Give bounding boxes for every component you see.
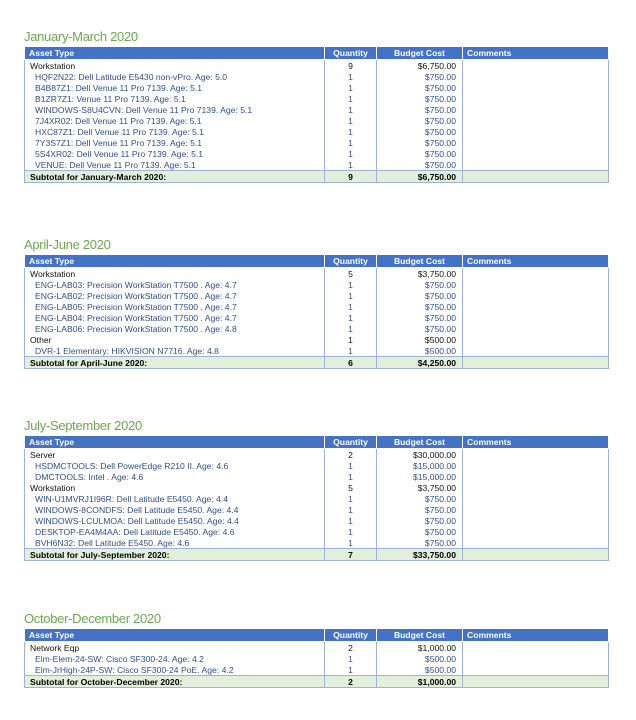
cell-budget-cost: $33,750.00 bbox=[377, 549, 463, 561]
header-quantity: Quantity bbox=[325, 47, 377, 60]
cell-quantity: 2 bbox=[325, 449, 377, 461]
cell-quantity: 1 bbox=[325, 159, 377, 171]
header-asset-type: Asset Type bbox=[25, 47, 325, 60]
cell-asset-type: HXC87Z1: Dell Venue 11 Pro 7139. Age: 5.1 bbox=[25, 126, 325, 137]
cell-budget-cost: $4,250.00 bbox=[377, 357, 463, 369]
cell-comments bbox=[463, 334, 609, 345]
cell-quantity: 6 bbox=[325, 357, 377, 369]
table-row bbox=[25, 504, 609, 515]
cell-comments bbox=[463, 323, 609, 334]
cell-budget-cost: $750.00 bbox=[377, 279, 463, 290]
table-row bbox=[25, 82, 609, 93]
cell-budget-cost: $500.00 bbox=[377, 664, 463, 676]
cell-budget-cost: $750.00 bbox=[377, 323, 463, 334]
cell-quantity: 5 bbox=[325, 482, 377, 493]
table-row bbox=[25, 93, 609, 104]
cell-quantity: 1 bbox=[325, 104, 377, 115]
section-jul-sep bbox=[24, 417, 608, 561]
category-row bbox=[25, 482, 609, 493]
cell-asset-type: Subtotal for October-December 2020: bbox=[25, 676, 325, 688]
header-quantity: Quantity bbox=[325, 629, 377, 642]
cell-budget-cost: $500.00 bbox=[377, 345, 463, 357]
header-quantity: Quantity bbox=[325, 255, 377, 268]
subtotal-row bbox=[25, 171, 609, 183]
cell-comments bbox=[463, 676, 609, 688]
table-row bbox=[25, 137, 609, 148]
cell-quantity: 1 bbox=[325, 334, 377, 345]
cell-comments bbox=[463, 460, 609, 471]
cell-asset-type: Elm-JrHigh-24P-SW: Cisco SF300-24 PoE. Age: 4.2 bbox=[25, 664, 325, 676]
cell-comments bbox=[463, 60, 609, 72]
asset-table bbox=[24, 435, 609, 561]
cell-quantity: 1 bbox=[325, 126, 377, 137]
cell-quantity: 1 bbox=[325, 148, 377, 159]
table-row bbox=[25, 159, 609, 171]
cell-asset-type: Other bbox=[25, 334, 325, 345]
category-row bbox=[25, 268, 609, 280]
section-title: October-December 2020 bbox=[24, 611, 161, 626]
cell-asset-type: BVH6N32: Dell Latitude E5450. Age: 4.6 bbox=[25, 537, 325, 549]
cell-comments bbox=[463, 148, 609, 159]
cell-budget-cost: $15,000.00 bbox=[377, 471, 463, 482]
cell-comments bbox=[463, 493, 609, 504]
header-comments: Comments bbox=[463, 47, 609, 60]
cell-quantity: 1 bbox=[325, 345, 377, 357]
cell-quantity: 2 bbox=[325, 642, 377, 654]
table-row bbox=[25, 493, 609, 504]
table-row bbox=[25, 653, 609, 664]
cell-asset-type: Subtotal for April-June 2020: bbox=[25, 357, 325, 369]
cell-asset-type: Elm-Elem-24-SW: Cisco SF300-24. Age: 4.2 bbox=[25, 653, 325, 664]
cell-asset-type: DESKTOP-EA4M4AA: Dell Latitude E5450. Age: 4.6 bbox=[25, 526, 325, 537]
cell-quantity: 1 bbox=[325, 471, 377, 482]
header-asset-type: Asset Type bbox=[25, 629, 325, 642]
cell-budget-cost: $750.00 bbox=[377, 537, 463, 549]
cell-quantity: 1 bbox=[325, 526, 377, 537]
cell-quantity: 1 bbox=[325, 515, 377, 526]
cell-budget-cost: $500.00 bbox=[377, 653, 463, 664]
table-row bbox=[25, 515, 609, 526]
header-quantity: Quantity bbox=[325, 436, 377, 449]
subtotal-row bbox=[25, 549, 609, 561]
cell-asset-type: Server bbox=[25, 449, 325, 461]
table-row bbox=[25, 290, 609, 301]
cell-asset-type: ENG-LAB05: Precision WorkStation T7500 . Age: 4.7 bbox=[25, 301, 325, 312]
cell-quantity: 1 bbox=[325, 115, 377, 126]
cell-comments bbox=[463, 104, 609, 115]
cell-comments bbox=[463, 549, 609, 561]
section-title: July-September 2020 bbox=[24, 418, 142, 433]
cell-comments bbox=[463, 515, 609, 526]
cell-budget-cost: $750.00 bbox=[377, 493, 463, 504]
cell-asset-type: Subtotal for January-March 2020: bbox=[25, 171, 325, 183]
cell-comments bbox=[463, 301, 609, 312]
cell-quantity: 7 bbox=[325, 549, 377, 561]
cell-comments bbox=[463, 664, 609, 676]
cell-comments bbox=[463, 345, 609, 357]
cell-comments bbox=[463, 279, 609, 290]
cell-comments bbox=[463, 504, 609, 515]
cell-comments bbox=[463, 171, 609, 183]
asset-table bbox=[24, 46, 609, 183]
cell-quantity: 1 bbox=[325, 312, 377, 323]
cell-asset-type: B4B87Z1: Dell Venue 11 Pro 7139. Age: 5.1 bbox=[25, 82, 325, 93]
cell-asset-type: WIN-U1MVRJ1I96R: Dell Latitude E5450. Age: 4.4 bbox=[25, 493, 325, 504]
table-row bbox=[25, 71, 609, 82]
cell-quantity: 5 bbox=[325, 268, 377, 280]
table-row bbox=[25, 279, 609, 290]
category-row bbox=[25, 449, 609, 461]
cell-budget-cost: $750.00 bbox=[377, 148, 463, 159]
cell-budget-cost: $30,000.00 bbox=[377, 449, 463, 461]
cell-comments bbox=[463, 82, 609, 93]
cell-quantity: 1 bbox=[325, 301, 377, 312]
cell-comments bbox=[463, 526, 609, 537]
cell-budget-cost: $750.00 bbox=[377, 137, 463, 148]
cell-asset-type: Workstation bbox=[25, 268, 325, 280]
cell-quantity: 9 bbox=[325, 60, 377, 72]
table-row bbox=[25, 460, 609, 471]
cell-budget-cost: $750.00 bbox=[377, 82, 463, 93]
cell-comments bbox=[463, 71, 609, 82]
cell-comments bbox=[463, 159, 609, 171]
header-budget-cost: Budget Cost bbox=[377, 436, 463, 449]
cell-comments bbox=[463, 449, 609, 461]
category-row bbox=[25, 60, 609, 72]
cell-budget-cost: $3,750.00 bbox=[377, 482, 463, 493]
cell-comments bbox=[463, 137, 609, 148]
section-title: January-March 2020 bbox=[24, 29, 138, 44]
cell-budget-cost: $750.00 bbox=[377, 515, 463, 526]
cell-asset-type: WINDOWS-S8U4CVN: Dell Venue 11 Pro 7139. Age: 5.1 bbox=[25, 104, 325, 115]
table-row bbox=[25, 115, 609, 126]
cell-quantity: 2 bbox=[325, 676, 377, 688]
cell-comments bbox=[463, 312, 609, 323]
section-apr-jun bbox=[24, 236, 608, 369]
table-row bbox=[25, 526, 609, 537]
cell-comments bbox=[463, 126, 609, 137]
cell-budget-cost: $1,000.00 bbox=[377, 676, 463, 688]
section-jan-mar bbox=[24, 28, 608, 183]
header-budget-cost: Budget Cost bbox=[377, 629, 463, 642]
cell-quantity: 1 bbox=[325, 653, 377, 664]
table-row bbox=[25, 471, 609, 482]
cell-comments bbox=[463, 268, 609, 280]
header-budget-cost: Budget Cost bbox=[377, 255, 463, 268]
header-comments: Comments bbox=[463, 629, 609, 642]
cell-comments bbox=[463, 642, 609, 654]
header-comments: Comments bbox=[463, 436, 609, 449]
cell-quantity: 1 bbox=[325, 664, 377, 676]
cell-asset-type: Network Eqp bbox=[25, 642, 325, 654]
cell-quantity: 1 bbox=[325, 71, 377, 82]
table-row bbox=[25, 104, 609, 115]
cell-quantity: 1 bbox=[325, 537, 377, 549]
cell-budget-cost: $6,750.00 bbox=[377, 60, 463, 72]
cell-asset-type: 7J4XR02: Dell Venue 11 Pro 7139. Age: 5.1 bbox=[25, 115, 325, 126]
table-header-row bbox=[25, 629, 609, 642]
cell-quantity: 1 bbox=[325, 460, 377, 471]
table-header-row bbox=[25, 436, 609, 449]
cell-comments bbox=[463, 115, 609, 126]
table-row bbox=[25, 301, 609, 312]
cell-budget-cost: $750.00 bbox=[377, 71, 463, 82]
cell-quantity: 1 bbox=[325, 82, 377, 93]
asset-table bbox=[24, 254, 609, 369]
cell-quantity: 1 bbox=[325, 504, 377, 515]
cell-comments bbox=[463, 357, 609, 369]
cell-asset-type: DMCTOOLS: Intel . Age: 4.6 bbox=[25, 471, 325, 482]
category-row bbox=[25, 334, 609, 345]
cell-budget-cost: $750.00 bbox=[377, 504, 463, 515]
cell-budget-cost: $6,750.00 bbox=[377, 171, 463, 183]
cell-asset-type: ENG-LAB06: Precision WorkStation T7500 . Age: 4.8 bbox=[25, 323, 325, 334]
table-row bbox=[25, 537, 609, 549]
cell-budget-cost: $750.00 bbox=[377, 301, 463, 312]
cell-asset-type: VENUE: Dell Venue 11 Pro 7139. Age: 5.1 bbox=[25, 159, 325, 171]
cell-budget-cost: $750.00 bbox=[377, 290, 463, 301]
header-asset-type: Asset Type bbox=[25, 255, 325, 268]
table-row bbox=[25, 148, 609, 159]
cell-budget-cost: $750.00 bbox=[377, 159, 463, 171]
cell-quantity: 1 bbox=[325, 493, 377, 504]
cell-budget-cost: $750.00 bbox=[377, 93, 463, 104]
cell-asset-type: ENG-LAB02: Precision WorkStation T7500 . Age: 4.7 bbox=[25, 290, 325, 301]
cell-comments bbox=[463, 471, 609, 482]
cell-comments bbox=[463, 482, 609, 493]
table-row bbox=[25, 345, 609, 357]
section-oct-dec bbox=[24, 610, 608, 688]
cell-comments bbox=[463, 290, 609, 301]
cell-budget-cost: $750.00 bbox=[377, 115, 463, 126]
cell-asset-type: ENG-LAB04: Precision WorkStation T7500 . Age: 4.7 bbox=[25, 312, 325, 323]
cell-budget-cost: $15,000.00 bbox=[377, 460, 463, 471]
cell-quantity: 1 bbox=[325, 290, 377, 301]
asset-table bbox=[24, 628, 609, 688]
subtotal-row bbox=[25, 676, 609, 688]
cell-comments bbox=[463, 537, 609, 549]
cell-asset-type: 5S4XR02: Dell Venue 11 Pro 7139. Age: 5.1 bbox=[25, 148, 325, 159]
category-row bbox=[25, 642, 609, 654]
cell-quantity: 1 bbox=[325, 93, 377, 104]
header-comments: Comments bbox=[463, 255, 609, 268]
cell-asset-type: Workstation bbox=[25, 60, 325, 72]
cell-budget-cost: $750.00 bbox=[377, 104, 463, 115]
cell-quantity: 1 bbox=[325, 137, 377, 148]
cell-asset-type: B1ZR7Z1: Venue 11 Pro 7139. Age: 5.1 bbox=[25, 93, 325, 104]
cell-quantity: 1 bbox=[325, 279, 377, 290]
cell-asset-type: ENG-LAB03: Precision WorkStation T7500 . Age: 4.7 bbox=[25, 279, 325, 290]
table-row bbox=[25, 126, 609, 137]
cell-comments bbox=[463, 653, 609, 664]
table-header-row bbox=[25, 255, 609, 268]
cell-asset-type: 7Y3S7Z1: Dell Venue 11 Pro 7139. Age: 5.1 bbox=[25, 137, 325, 148]
cell-budget-cost: $500.00 bbox=[377, 334, 463, 345]
cell-budget-cost: $1,000.00 bbox=[377, 642, 463, 654]
table-row bbox=[25, 664, 609, 676]
cell-comments bbox=[463, 93, 609, 104]
cell-asset-type: Workstation bbox=[25, 482, 325, 493]
cell-asset-type: Subtotal for July-September 2020: bbox=[25, 549, 325, 561]
cell-asset-type: HSDMCTOOLS: Dell PowerEdge R210 II. Age: 4.6 bbox=[25, 460, 325, 471]
table-header-row bbox=[25, 47, 609, 60]
cell-asset-type: WINDOWS-8CONDFS: Dell Latitude E5450. Age: 4.4 bbox=[25, 504, 325, 515]
table-row bbox=[25, 312, 609, 323]
cell-asset-type: DVR-1 Elementary: HIKVISION N7716. Age: 4.8 bbox=[25, 345, 325, 357]
table-row bbox=[25, 323, 609, 334]
header-asset-type: Asset Type bbox=[25, 436, 325, 449]
subtotal-row bbox=[25, 357, 609, 369]
cell-quantity: 9 bbox=[325, 171, 377, 183]
cell-asset-type: WINDOWS-LCULMOA: Dell Latitude E5450. Age: 4.4 bbox=[25, 515, 325, 526]
header-budget-cost: Budget Cost bbox=[377, 47, 463, 60]
cell-budget-cost: $750.00 bbox=[377, 526, 463, 537]
cell-budget-cost: $750.00 bbox=[377, 126, 463, 137]
cell-quantity: 1 bbox=[325, 323, 377, 334]
cell-asset-type: HQF2N22: Dell Latitude E5430 non-vPro. Age: 5.0 bbox=[25, 71, 325, 82]
section-title: April-June 2020 bbox=[24, 237, 111, 252]
cell-budget-cost: $3,750.00 bbox=[377, 268, 463, 280]
cell-budget-cost: $750.00 bbox=[377, 312, 463, 323]
